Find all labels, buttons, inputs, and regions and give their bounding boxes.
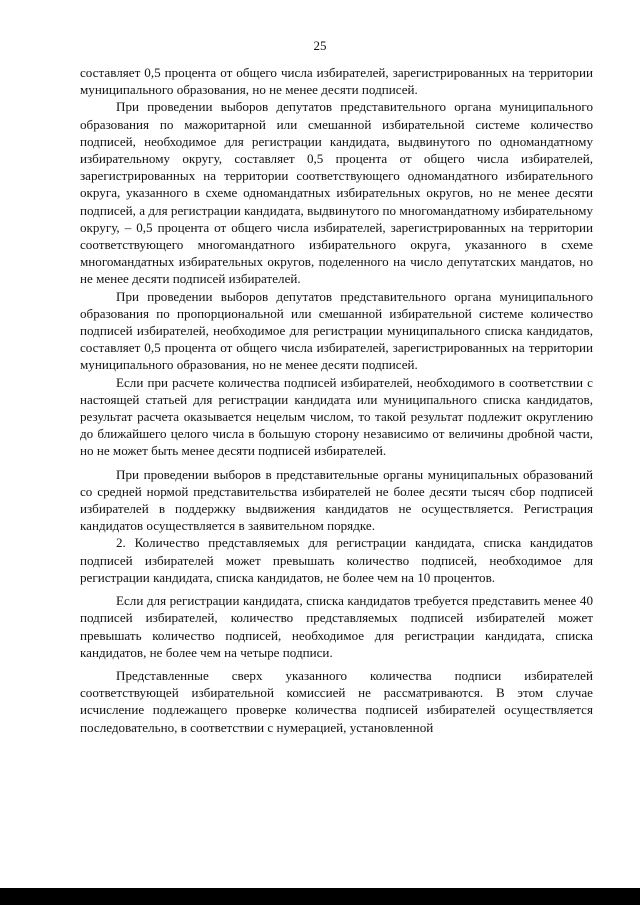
paragraph-3: При проведении выборов депутатов представительного органа муниципального образования по пропорциональной или смешанной избирательной системе количество подписей избирателей, необходимое для регистрации муниципального списка кандидатов, составляет 0,5 процента от общего числа избирателей, зарегистрированных на территории муниципального образования, но не менее десяти подписей. bbox=[80, 288, 593, 373]
scan-bottom-edge bbox=[0, 888, 640, 905]
paragraph-1: составляет 0,5 процента от общего числа избирателей, зарегистрированных на территории муниципального образования, но не менее десяти подписей. bbox=[80, 65, 593, 98]
paragraph-2: При проведении выборов депутатов представительного органа муниципального образования по мажоритарной или смешанной избирательной системе количество подписей, необходимое для регистрации кандидата, выдвинутого по одномандатному избирательному округу, составляет 0,5 процента от общего числа избирателей, зарегистрированных на территории соответствующего одномандатного избирательного округа, указанного в схеме одномандатных избирательных округов, но не менее десяти подписей, а для регистрации кандидата, выдвинутого по многомандатному избирательному округу, – 0,5 процента от общего числа избирателей, зарегистрированных на территории соответствующего многомандатного избирательного округа, указанного в схеме многомандатных избирательных округов, поделенного на число депутатских мандатов, но не менее десяти подписей избирателей. bbox=[80, 99, 593, 287]
paragraph-6: 2. Количество представляемых для регистрации кандидата, списка кандидатов подписей избирателей может превышать количество подписей, необходимое для регистрации кандидата, списка кандидатов, не более чем на 10 процентов. bbox=[80, 535, 593, 585]
paragraph-4: Если при расчете количества подписей избирателей, необходимого в соответствии с настоящей статьей для регистрации кандидата или муниципального списка кандидатов, результат расчета оказывается нецелым числом, то такой результат подлежит округлению до ближайшего целого числа в большую сторону независимо от величины дробной части, но не может быть менее десяти подписей избирателей. bbox=[80, 374, 593, 459]
paragraph-5: При проведении выборов в представительные органы муниципальных образований со средней нормой представительства избирателей не более десяти тысяч сбор подписей избирателей в поддержку выдвижения кандидатов не осуществляется. Регистрация кандидатов осуществляется в заявительном порядке. bbox=[80, 466, 593, 534]
page-number: 25 bbox=[313, 38, 327, 53]
paragraph-8: Представленные сверх указанного количества подписи избирателей соответствующей избирательной комиссией не рассматриваются. В этом случае исчисление подлежащего проверке количества подписей избирателей осуществляется последовательно, в соответствии с нумерацией, установленной bbox=[80, 667, 593, 735]
document-body bbox=[80, 64, 593, 736]
paragraph-7: Если для регистрации кандидата, списка кандидатов требуется представить менее 40 подписей избирателей, количество представляемых подписей избирателей может превышать количество подписей, необходимое для регистрации кандидата, списка кандидатов, не более чем на четыре подписи. bbox=[80, 593, 593, 660]
